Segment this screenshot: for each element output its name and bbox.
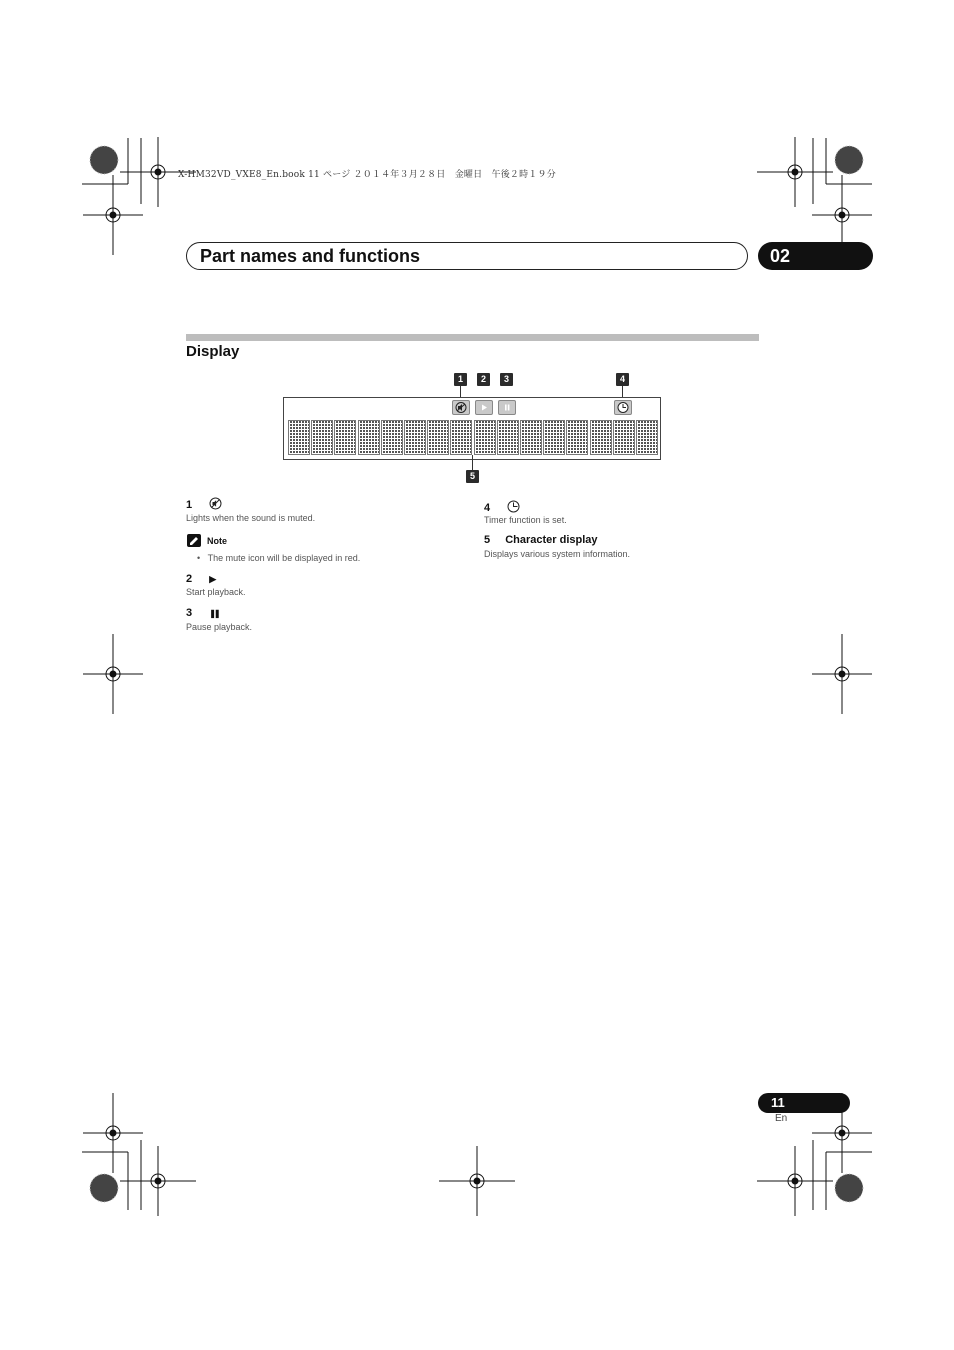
- item-4-desc: Timer function is set.: [484, 515, 567, 525]
- item-3-number: 3: [186, 607, 193, 619]
- character-cell: [289, 421, 309, 454]
- callout-4: 4: [616, 373, 629, 386]
- note-text: The mute icon will be displayed in red.: [207, 553, 361, 563]
- item-5-title: Character display: [505, 534, 598, 546]
- character-cell: [544, 421, 564, 454]
- character-cell: [498, 421, 518, 454]
- item-5-number: 5: [484, 534, 491, 546]
- mute-icon: [452, 400, 470, 415]
- character-cell: [359, 421, 379, 454]
- note-bullet: • The mute icon will be displayed in red.: [197, 553, 361, 563]
- timer-icon: [614, 400, 632, 415]
- character-cell: [382, 421, 402, 454]
- character-cell: [637, 421, 657, 454]
- play-icon: ▶: [209, 574, 217, 584]
- item-1-desc: Lights when the sound is muted.: [186, 513, 316, 523]
- callout-3: 3: [500, 373, 513, 386]
- item-5-head: [484, 534, 598, 546]
- character-cell: [405, 421, 425, 454]
- mute-icon: [209, 497, 222, 513]
- note-icon: [187, 534, 201, 547]
- section-bar: [186, 334, 759, 341]
- item-4-head: [484, 500, 520, 516]
- item-2-head: [186, 573, 216, 585]
- callout-1: 1: [454, 373, 467, 386]
- item-1-head: [186, 497, 222, 513]
- page-language: En: [775, 1113, 788, 1124]
- play-icon: [475, 400, 493, 415]
- character-cell: [451, 421, 471, 454]
- callout-2: 2: [477, 373, 490, 386]
- character-cell: [521, 421, 541, 454]
- timer-icon: [507, 500, 520, 516]
- callout-5-lead: [472, 455, 473, 470]
- section-title: Display: [186, 343, 240, 360]
- item-5-desc: Displays various system information.: [484, 549, 631, 559]
- character-cell: [591, 421, 611, 454]
- pause-icon: [498, 400, 516, 415]
- character-cell: [614, 421, 634, 454]
- item-4-number: 4: [484, 501, 491, 514]
- note-label: Note: [207, 536, 227, 546]
- character-cell: [428, 421, 448, 454]
- character-cell: [475, 421, 495, 454]
- item-2-number: 2: [186, 573, 193, 585]
- print-header: X-HM32VD_VXE8_En.book 11 ページ ２０１４年３月２８日 金曜日 午後２時１９分: [178, 170, 556, 180]
- item-1-number: 1: [186, 498, 193, 511]
- chapter-title: Part names and functions: [200, 246, 421, 266]
- chapter-number: 02: [770, 246, 791, 266]
- character-cell: [567, 421, 587, 454]
- page-number: 11: [771, 1095, 785, 1110]
- character-cell: [312, 421, 332, 454]
- callout-5: 5: [466, 470, 479, 483]
- pause-icon: ❚❚: [209, 609, 219, 618]
- item-3-desc: Pause playback.: [186, 622, 253, 632]
- character-cell: [335, 421, 355, 454]
- item-3-head: [186, 607, 219, 619]
- item-2-desc: Start playback.: [186, 587, 246, 597]
